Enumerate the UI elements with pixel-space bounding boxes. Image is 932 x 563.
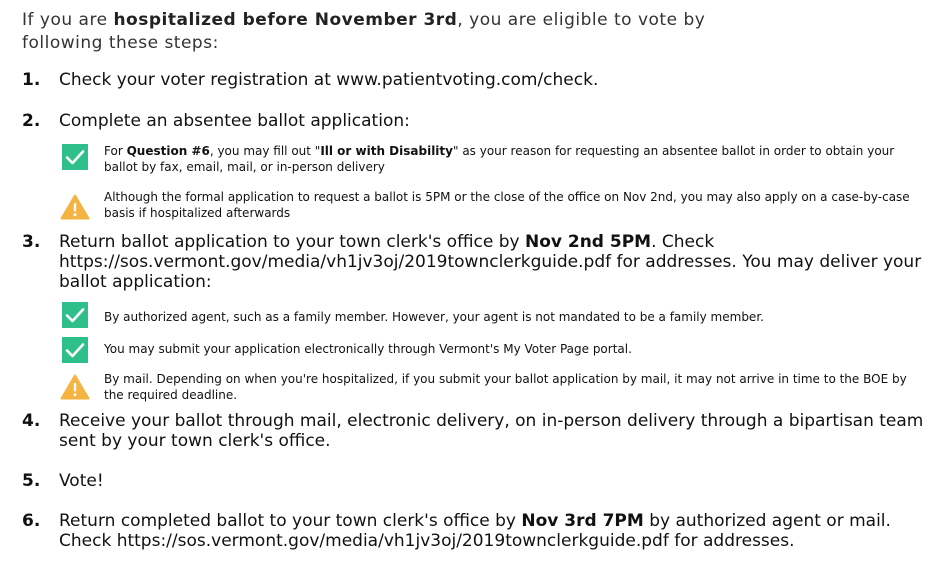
step-text-part: Return ballot application to your town clerk's office by [59,232,525,252]
step-text: Receive your ballot through mail, electronic delivery, on in-person delivery through a bipartisan team sent by your town clerk's office. [59,411,924,451]
check-icon [62,302,88,328]
step-number: 2. [22,111,41,131]
step-number: 3. [22,232,41,252]
step-text: Complete an absentee ballot application: [59,111,410,131]
warning-icon [60,194,90,220]
step-number: 6. [22,511,41,531]
step-text [59,511,928,551]
step-number: 5. [22,471,41,491]
note-text-part: , you may fill out " [209,144,321,158]
note-text: Although the formal application to request a ballot is 5PM or the close of the office on Nov 2nd, you may also apply on a case-by-case basis if hospitalized afterwards [104,190,910,220]
step-text: Vote! [59,471,104,491]
note-emphasis: Ill or with Disability [320,144,453,158]
note-text: By mail. Depending on when you're hospitalized, if you submit your ballot application by mail, it may not arrive in time to the BOE by the required deadline. [104,372,907,402]
intro-emphasis: hospitalized before November 3rd [113,10,458,30]
step-text-part: . Check https://sos.vermont.gov/media/vh1jv3oj/2019townclerkguide.pdf for addresses. You may deliver your ballot application: [59,232,922,292]
check-icon [62,144,88,170]
intro-suffix: , you are eligible to vote by following these steps: [22,10,706,53]
note-emphasis: Question #6 [126,144,210,158]
check-icon [62,337,88,363]
step-text: Check your voter registration at www.patientvoting.com/check. [59,70,599,90]
note-text-part: For [104,144,127,158]
step-text [59,232,928,292]
step-emphasis: Nov 3rd 7PM [521,511,644,531]
step-emphasis: Nov 2nd 5PM [524,232,652,252]
intro-prefix: If you are [22,10,114,30]
intro-paragraph [22,9,762,55]
note-text: By authorized agent, such as a family member. However, your agent is not mandated to be a family member. [104,310,764,324]
step-text-part: by authorized agent or mail. Check https://sos.vermont.gov/media/vh1jv3oj/2019townclerkguide.pdf for addresses. [59,511,891,551]
note-text: You may submit your application electronically through Vermont's My Voter Page portal. [104,342,632,356]
note-text-part: " as your reason for requesting an absentee ballot in order to obtain your ballot by fax, email, mail, or in-person delivery [104,144,895,174]
step-number: 1. [22,70,41,90]
warning-icon [60,374,90,400]
step-number: 4. [22,411,41,431]
note-text [104,144,924,175]
step-text-part: Return completed ballot to your town clerk's office by [59,511,522,531]
